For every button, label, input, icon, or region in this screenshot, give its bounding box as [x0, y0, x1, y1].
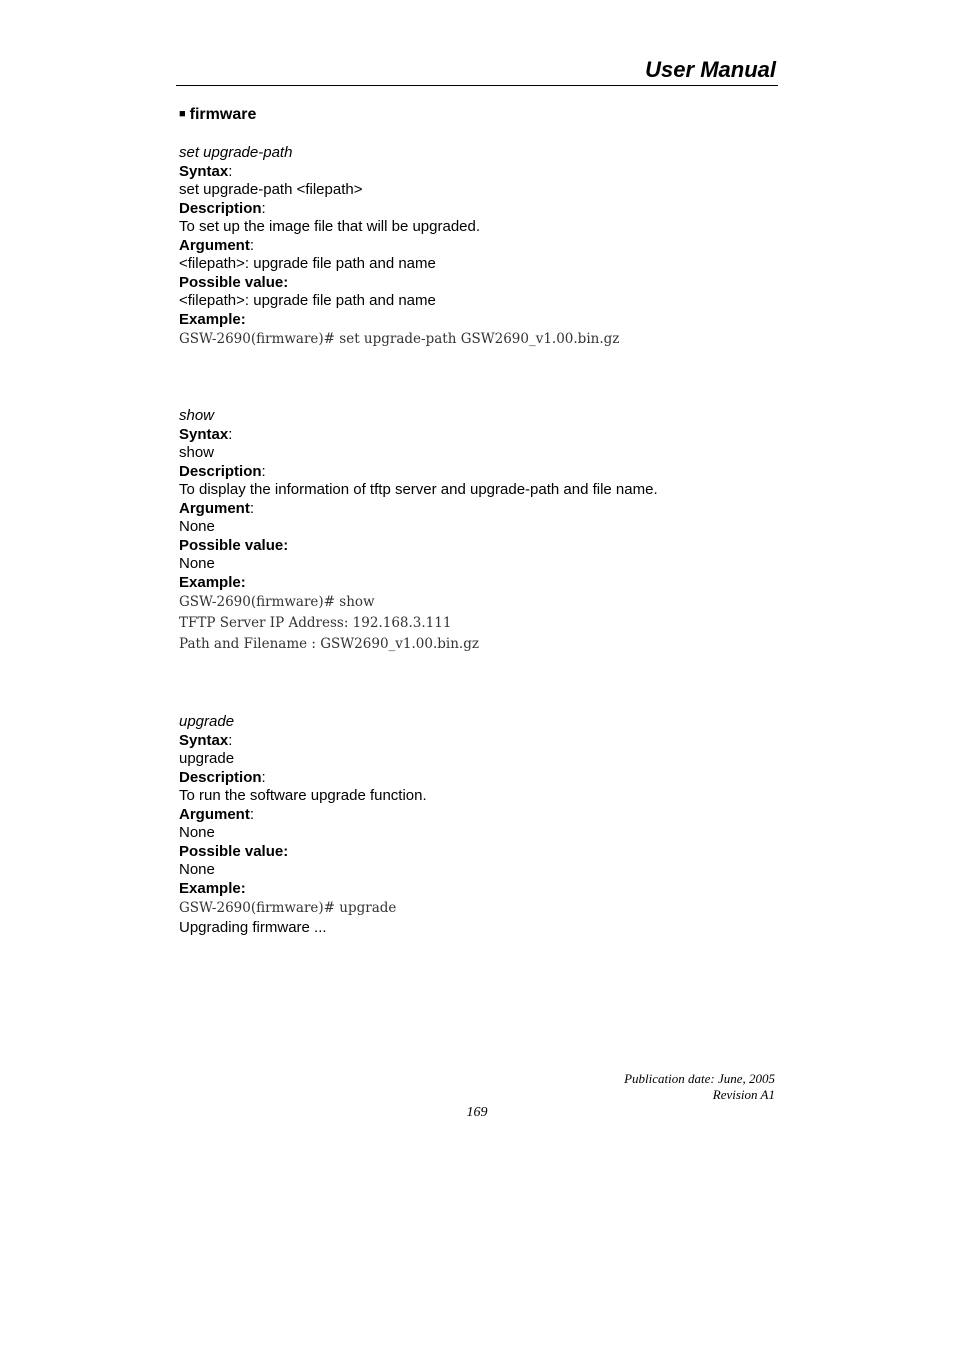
argument-text: None — [179, 518, 215, 535]
publication-date: Publication date: June, 2005 — [624, 1071, 775, 1086]
header-title: User Manual — [645, 57, 776, 82]
example-label: Example: — [179, 879, 246, 897]
command-name: set upgrade-path — [179, 144, 293, 161]
revision: Revision A1 — [712, 1087, 775, 1102]
syntax-label: Syntax — [179, 425, 229, 443]
example-line: GSW-2690(firmware)# upgrade — [179, 900, 397, 916]
section-heading — [179, 106, 256, 124]
page-number: 169 — [466, 1105, 488, 1120]
argument-label: Argument — [179, 499, 250, 517]
description-label: Description — [179, 199, 262, 217]
syntax-label: Syntax — [179, 162, 229, 180]
example-label: Example: — [179, 573, 246, 591]
argument-text: None — [179, 824, 215, 841]
possible-value-text: None — [179, 861, 215, 878]
description-text: To display the information of tftp server and upgrade-path and file name. — [179, 481, 658, 498]
section-title: firmware — [189, 106, 257, 123]
argument-label: Argument — [179, 236, 250, 254]
possible-value-text: <filepath>: upgrade file path and name — [179, 292, 436, 309]
argument-text: <filepath>: upgrade file path and name — [179, 255, 436, 272]
possible-value-label: Possible value: — [179, 536, 289, 554]
command-name: upgrade — [179, 713, 235, 730]
footer-publication — [624, 1071, 775, 1103]
example-output: Upgrading firmware ... — [179, 919, 327, 936]
command-block-show: show Syntax: show Description: To display the information of tftp server and upgrade-path and file name. Argument: None Possible value: None Example: GSW-2690(firmware)# show TFTP Server IP Address: 192.168.3.111 Path and Filename : GSW2690_v1.00.bin.gz — [179, 407, 779, 655]
description-label: Description — [179, 462, 262, 480]
section-bullet: ■ — [179, 108, 186, 120]
command-block-upgrade: upgrade Syntax: upgrade Description: To run the software upgrade function. Argument: None Possible value: None Example: GSW-2690(firmware)# upgrade Upgrading firmware ... — [179, 713, 779, 938]
syntax-label: Syntax — [179, 731, 229, 749]
description-label: Description — [179, 768, 262, 786]
description-text: To set up the image file that will be upgraded. — [179, 218, 481, 235]
example-line: Path and Filename : GSW2690_v1.00.bin.gz — [179, 636, 479, 652]
example-line: TFTP Server IP Address: 192.168.3.111 — [179, 615, 452, 631]
syntax-text: show — [179, 444, 215, 461]
argument-label: Argument — [179, 805, 250, 823]
possible-value-label: Possible value: — [179, 273, 289, 291]
example-line: GSW-2690(firmware)# set upgrade-path GSW2690_v1.00.bin.gz — [179, 331, 620, 347]
example-label: Example: — [179, 310, 246, 328]
syntax-text: upgrade — [179, 750, 235, 767]
possible-value-label: Possible value: — [179, 842, 289, 860]
header-rule — [176, 85, 778, 86]
example-line: GSW-2690(firmware)# show — [179, 594, 375, 610]
syntax-text: set upgrade-path <filepath> — [179, 181, 363, 198]
description-text: To run the software upgrade function. — [179, 787, 427, 804]
possible-value-text: None — [179, 555, 215, 572]
command-block-set-upgrade-path: set upgrade-path Syntax: set upgrade-path <filepath> Description: To set up the image file that will be upgraded. Argument: <filepath>: upgrade file path and name Possible value: <filepath>: upgrade file path and name Example: GSW-2690(firmware)# set upgrade-path GSW2690_v1.00.bin.gz — [179, 144, 779, 350]
command-name: show — [179, 407, 215, 424]
